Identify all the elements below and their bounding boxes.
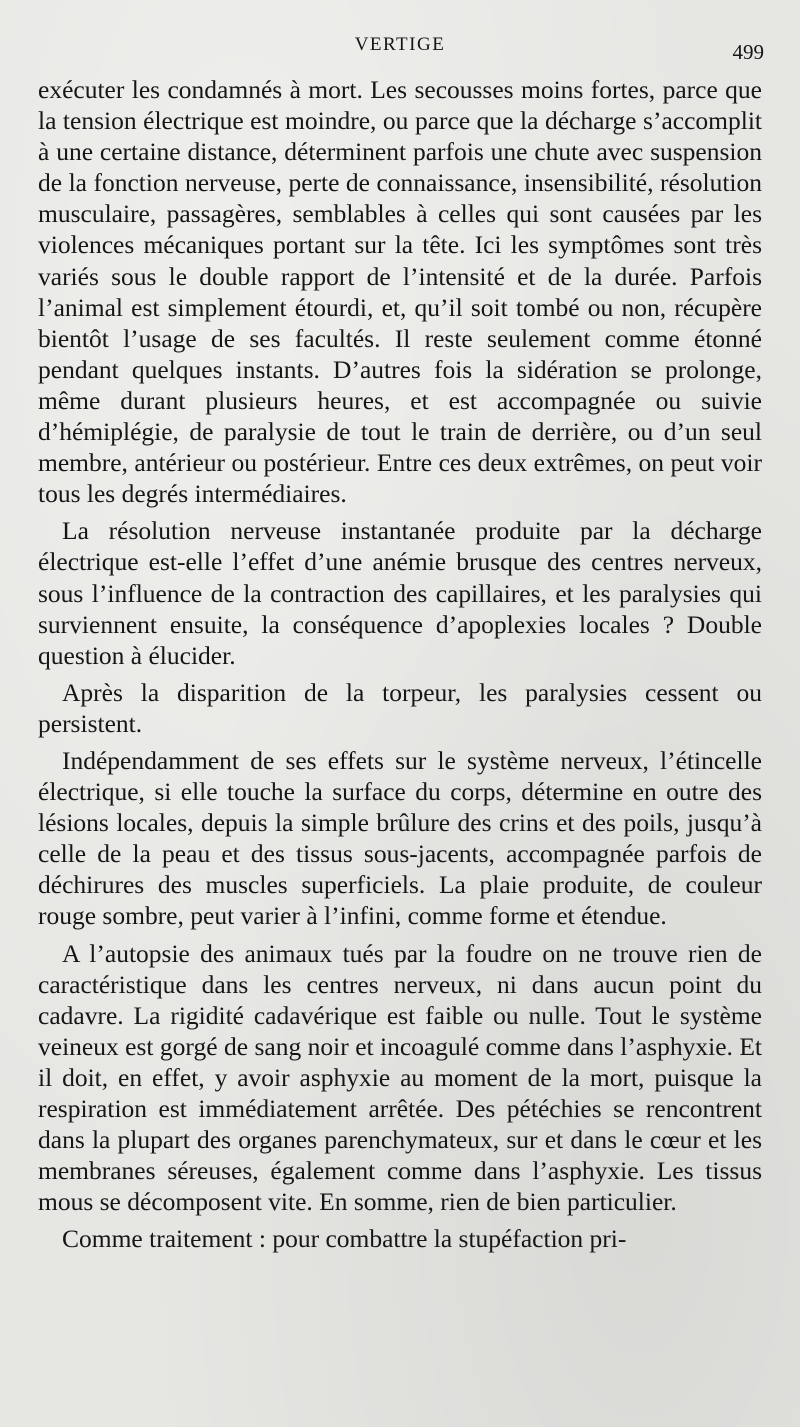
paragraph-4: Indépendamment de ses effets sur le système nerveux, l’étincelle électrique, si elle touche la surface du corps, détermine en outre des lésions locales, depuis la simple brûlure des crins et des poils, jusqu’à celle de la peau et des tissus sous-jacents, accompagnée parfois de déchirures des muscles superficiels. La plaie produite, de couleur rouge sombre, peut varier à l’infini, comme forme et étendue. (38, 745, 762, 931)
paragraph-6: Comme traitement : pour combattre la stupéfaction pri- (62, 1224, 627, 1254)
paragraph-3: Après la disparition de la torpeur, les paralysies cessent ou persistent. (38, 677, 762, 738)
paragraph-2: La résolution nerveuse instantanée produite par la décharge électrique est-elle l’effet d’une anémie brusque des centres nerveux, sous l’influence de la contraction des capillaires, et les paralysies qui surviennent ensuite, la conséquence d’apoplexies locales ? Double question à élucider. (38, 516, 762, 670)
page-number: 499 (732, 40, 764, 64)
paragraph-5: A l’autopsie des animaux tués par la foudre on ne trouve rien de caractéristique dans les centres nerveux, ni dans aucun point du cadavre. La rigidité cadavérique est faible ou nulle. Tout le système veineux est gorgé de sang noir et incoagulé comme dans l’asphyxie. Et il doit, en effet, y avoir asphyxie au moment de la mort, puisque la respiration est immédiatement arrêtée. Des pétéchies se rencontrent dans la plupart des organes parenchymateux, sur et dans le cœur et les membranes séreuses, également comme dans l’asphyxie. Les tissus mous se décomposent vite. En somme, rien de bien particulier. (38, 938, 762, 1217)
paragraph-1: exécuter les condamnés à mort. Les secousses moins fortes, parce que la tension électrique est moindre, ou parce que la décharge s’accomplit à une certaine distance, déterminent parfois une chute avec suspension de la fonction nerveuse, perte de connaissance, insensibilité, résolution musculaire, passagères, semblables à celles qui sont causées par les violences mécaniques portant sur la tête. Ici les symptômes sont très variés sous le double rapport de l’intensité et de la durée. Parfois l’animal est simplement étourdi, et, qu’il soit tombé ou non, récupère bientôt l’usage de ses facultés. Il reste seulement comme étonné pendant quelques instants. D’autres fois la sidération se prolonge, même durant plusieurs heures, et est accompagnée ou suivie d’hémiplégie, de paralysie de tout le train de derrière, ou d’un seul membre, antérieur ou postérieur. Entre ces deux extrêmes, on peut voir tous les degrés intermédiaires. (38, 75, 762, 509)
page-header (0, 32, 800, 62)
body-text (38, 74, 762, 1254)
running-title: VERTIGE (354, 34, 446, 55)
